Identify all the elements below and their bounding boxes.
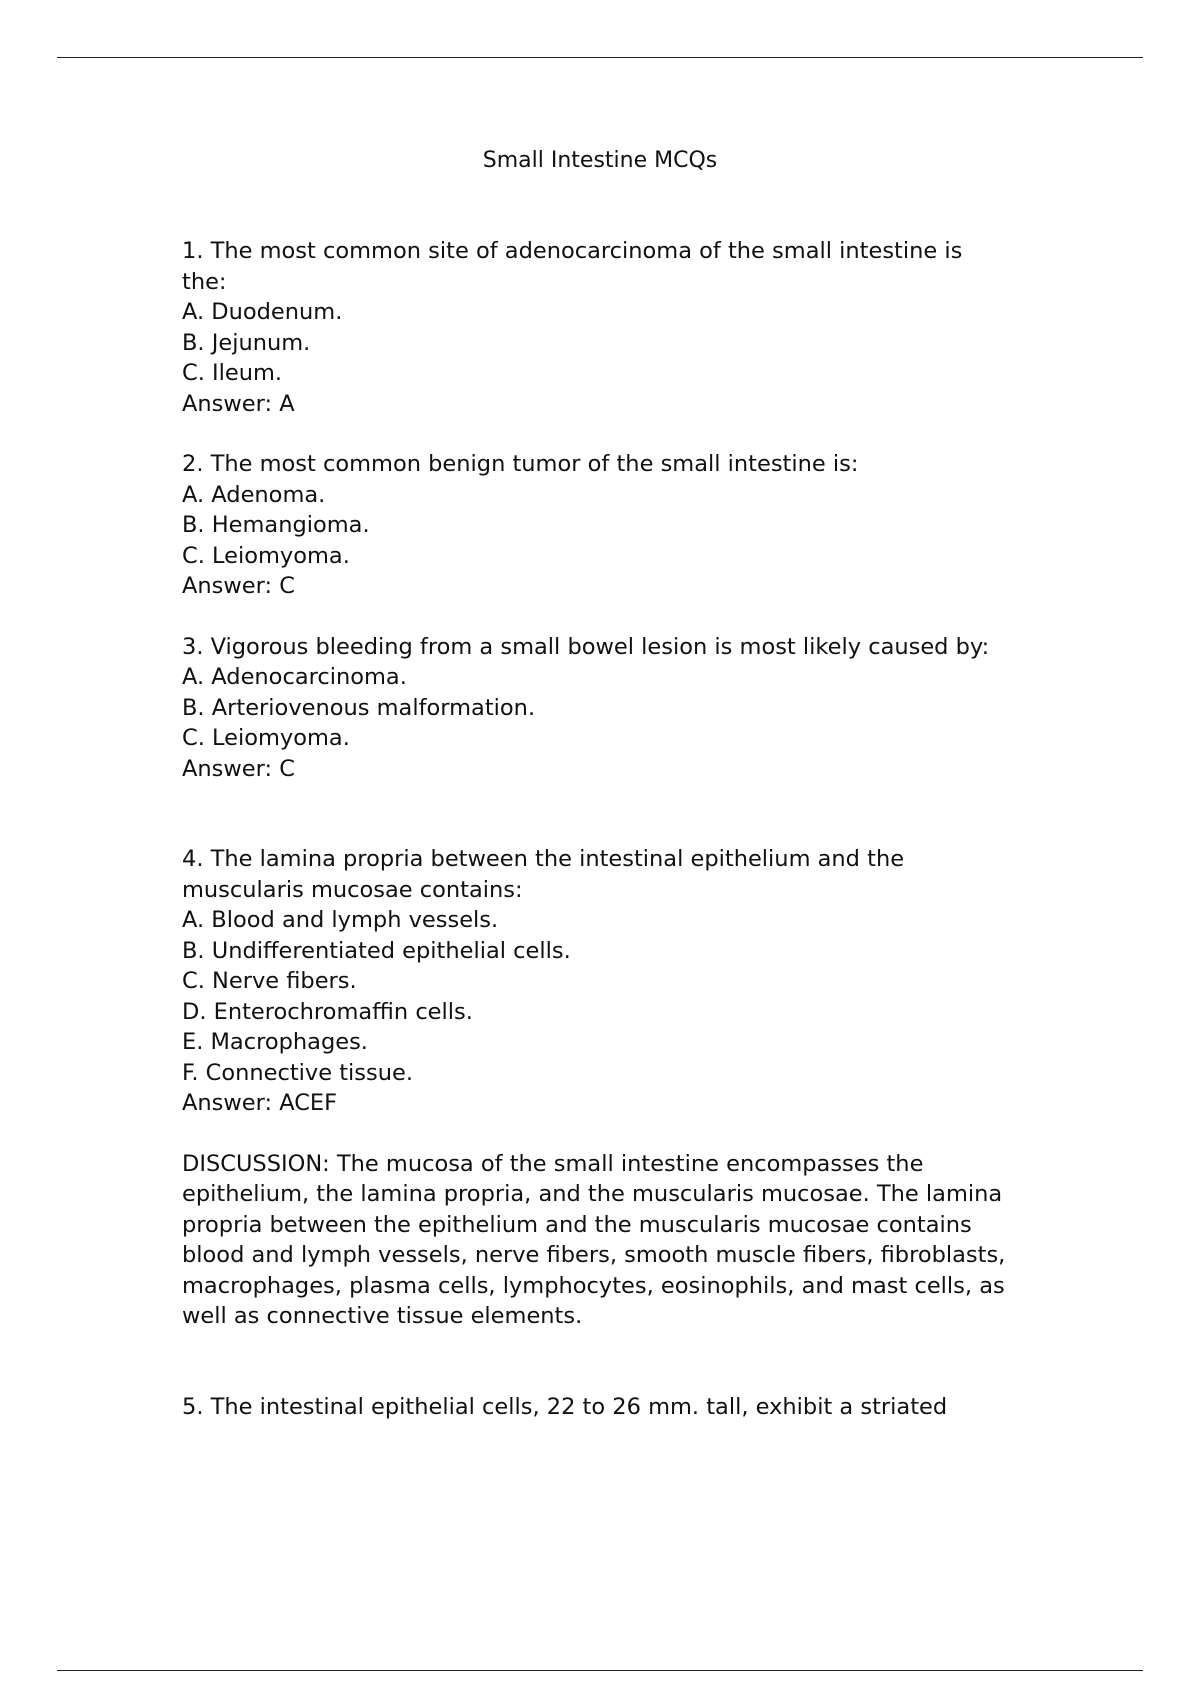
question-1-option-a: A. Duodenum. [182,299,343,325]
question-4 [182,844,1062,1119]
page-title: Small Intestine MCQs [482,148,718,173]
discussion-line-5: macrophages, plasma cells, lymphocytes, eosinophils, and mast cells, as [182,1272,1005,1299]
question-4-option-c: C. Nerve fibers. [182,968,357,994]
bottom-divider [57,1670,1143,1671]
question-2-answer: Answer: C [182,573,295,599]
question-3-stem-line-1: 3. Vigorous bleeding from a small bowel lesion is most likely caused by: [182,633,990,660]
discussion-line-3: propria between the epithelium and the muscularis mucosae contains [182,1211,972,1238]
document-body [182,236,1062,1422]
question-1-stem-line-2: the: [182,268,227,295]
question-2-stem-line-1: 2. The most common benign tumor of the small intestine is: [182,451,859,477]
question-3 [182,632,1062,785]
question-4-option-a: A. Blood and lymph vessels. [182,907,499,933]
question-2 [182,449,1062,602]
question-2-option-b: B. Hemangioma. [182,512,370,538]
question-4-stem-line-1: 4. The lamina propria between the intestinal epithelium and the [182,846,905,872]
question-4-option-b: B. Undifferentiated epithelial cells. [182,937,571,964]
question-3-option-a: A. Adenocarcinoma. [182,664,407,690]
question-1-stem-line-1: 1. The most common site of adenocarcinoma of the small intestine is [182,238,963,264]
question-1-answer: Answer: A [182,390,295,417]
discussion-line-4: blood and lymph vessels, nerve fibers, smooth muscle fibers, fibroblasts, [182,1242,1006,1268]
question-3-option-b: B. Arteriovenous malformation. [182,694,536,721]
question-4-stem-line-2: muscularis mucosae contains: [182,876,523,903]
question-3-answer: Answer: C [182,755,295,782]
question-4-option-d: D. Enterochromaffin cells. [182,998,473,1025]
question-4-answer: Answer: ACEF [182,1090,338,1116]
question-1 [182,236,1062,419]
question-5 [182,1392,1062,1423]
discussion-line-2: epithelium, the lamina propria, and the muscularis mucosae. The lamina [182,1181,1003,1207]
question-1-option-b: B. Jejunum. [182,329,311,356]
question-4-option-e: E. Macrophages. [182,1029,368,1055]
discussion-paragraph [182,1149,1062,1332]
question-4-option-f: F. Connective tissue. [182,1059,413,1086]
question-1-option-c: C. Ileum. [182,360,283,386]
question-3-option-c: C. Leiomyoma. [182,725,350,751]
question-2-option-c: C. Leiomyoma. [182,542,350,569]
question-5-stem-line-1: 5. The intestinal epithelial cells, 22 to 26 mm. tall, exhibit a striated [182,1393,948,1420]
question-2-option-a: A. Adenoma. [182,481,326,508]
discussion-line-6: well as connective tissue elements. [182,1303,583,1329]
discussion-line-1: DISCUSSION: The mucosa of the small intestine encompasses the [182,1150,924,1177]
top-divider [57,57,1143,58]
